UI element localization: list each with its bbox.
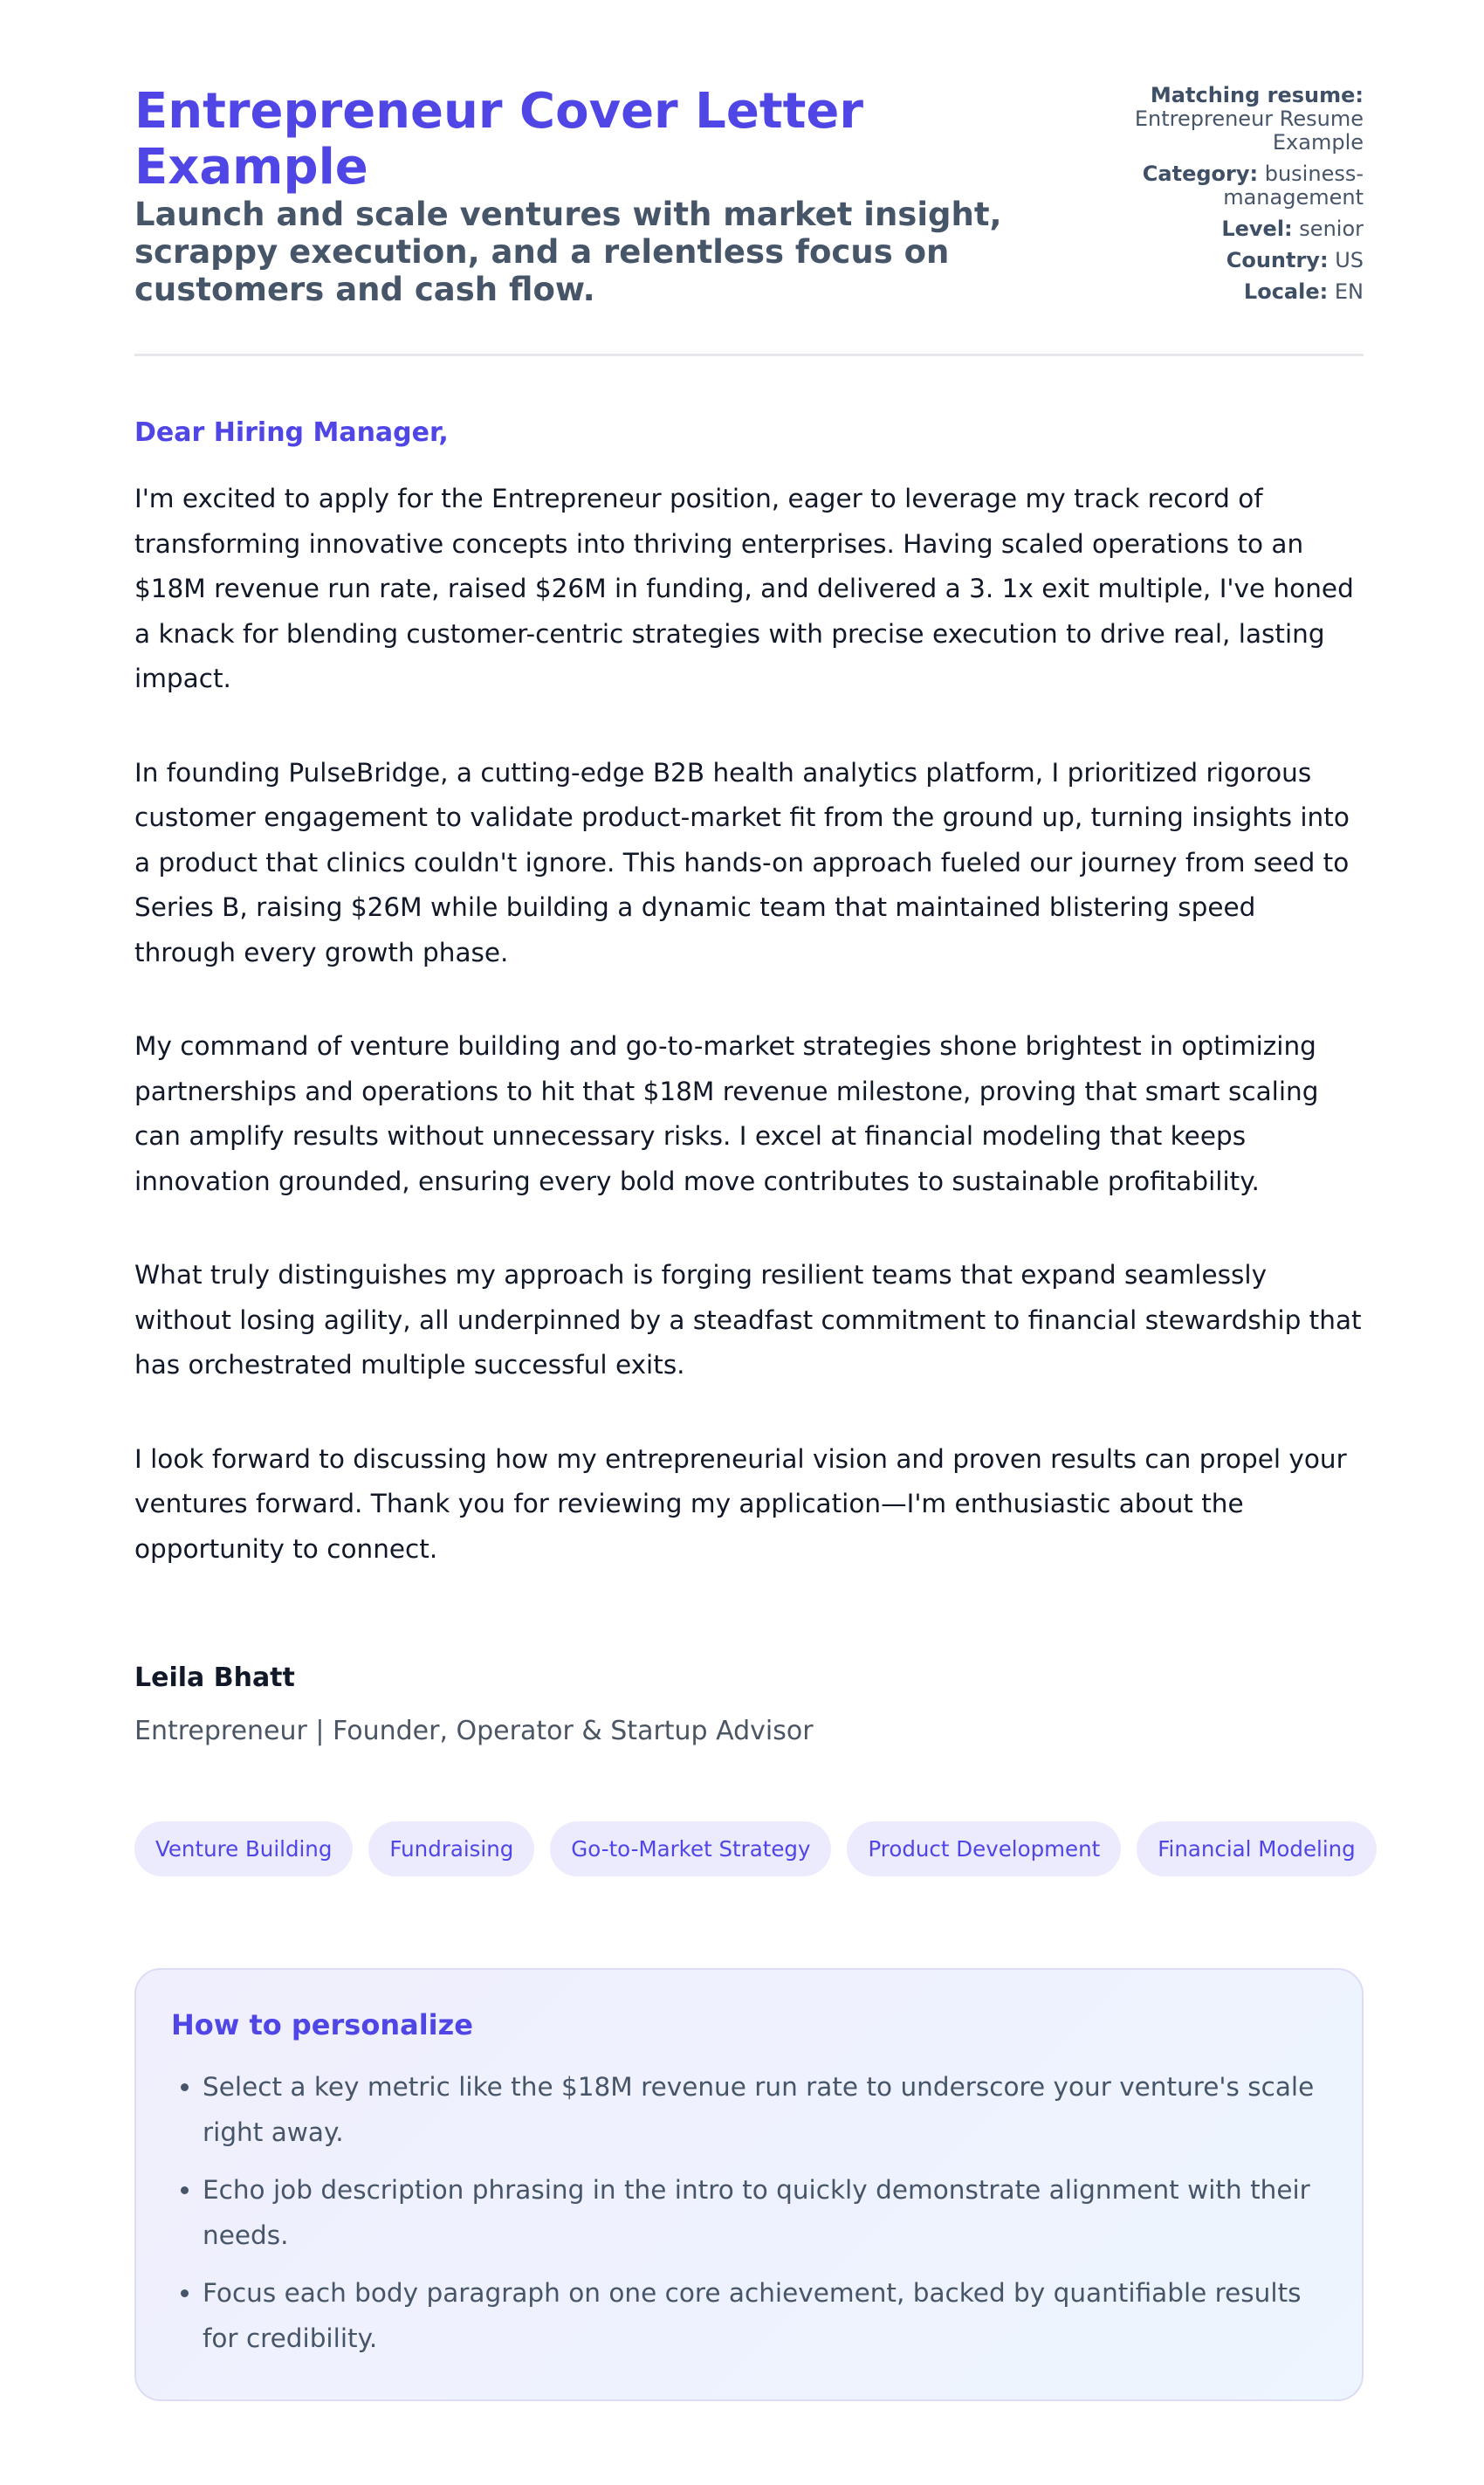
- meta-locale-label: Locale:: [1243, 279, 1329, 304]
- letter-paragraph: My command of venture building and go-to-market strategies shone brightest in optimizing partnerships and operations to hit that $18M revenue milestone, proving that smart scaling can amplify results without unnecessary risks. I excel at financial modeling that keeps innovation grounded, ensuring every bold move contributes to sustainable profitability.: [134, 1031, 1319, 1196]
- signature-block: [134, 1662, 1364, 1746]
- letter-paragraph: I'm excited to apply for the Entrepreneur position, eager to leverage my track record of transforming innovative concepts into thriving enterprises. Having scaled operations to an $18M revenue run rate, raised $26M in funding, and delivered a 3. 1x exit multiple, I've honed a knack for blending customer-centric strategies with precise execution to drive real, lasting impact.: [134, 484, 1354, 693]
- personalization-tips-box: [134, 1968, 1364, 2401]
- skill-tag: Financial Modeling: [1137, 1821, 1377, 1876]
- skill-tags: [134, 1821, 1364, 1876]
- meta-level-label: Level:: [1221, 217, 1293, 241]
- page-header: [134, 84, 1364, 356]
- meta-category: [1102, 162, 1364, 210]
- metadata-panel: [1102, 84, 1364, 312]
- meta-country-value: US: [1335, 248, 1364, 272]
- page-title: Entrepreneur Cover Letter Example: [134, 83, 863, 196]
- meta-country-label: Country:: [1226, 248, 1329, 272]
- letter-body: [134, 417, 1364, 1572]
- tip-item: • Focus each body paragraph on one core achievement, backed by quantifiable results for credibility.: [203, 2270, 1327, 2361]
- signature-name: Leila Bhatt: [134, 1662, 295, 1693]
- meta-locale: [1102, 280, 1364, 304]
- letter-paragraph: What truly distinguishes my approach is forging resilient teams that expand seamlessly without losing agility, all underpinned by a steadfast commitment to financial stewardship that has orchestrated multiple successful exits.: [134, 1260, 1362, 1380]
- skill-tag: Go-to-Market Strategy: [550, 1821, 831, 1876]
- tip-item: • Select a key metric like the $18M revenue run rate to underscore your venture's scale right away.: [203, 2064, 1327, 2155]
- header-titles: [134, 84, 1016, 308]
- meta-country: [1102, 249, 1364, 272]
- meta-matching-resume-label: Matching resume:: [1150, 83, 1364, 107]
- meta-locale-value: EN: [1334, 279, 1364, 304]
- letter-paragraph: In founding PulseBridge, a cutting-edge B2B health analytics platform, I prioritized rigorous customer engagement to validate product-market fit from the ground up, turning insights into a product that clinics couldn't ignore. This hands-on approach fueled our journey from seed to Series B, raising $26M while building a dynamic team that maintained blistering speed through every growth phase.: [134, 757, 1350, 967]
- skill-tag: Product Development: [847, 1821, 1121, 1876]
- signature-title: Entrepreneur | Founder, Operator & Startup Advisor: [134, 1716, 814, 1746]
- tip-item: • Echo job description phrasing in the intro to quickly demonstrate alignment with their needs.: [203, 2167, 1327, 2258]
- meta-level-value: senior: [1299, 217, 1364, 241]
- letter-paragraph: I look forward to discussing how my entrepreneurial vision and proven results can propel your ventures forward. Thank you for reviewing my application—I'm enthusiastic about the opportunity to connect.: [134, 1443, 1347, 1564]
- meta-matching-resume: [1102, 84, 1364, 155]
- skill-tag: Venture Building: [134, 1821, 353, 1876]
- letter-greeting: Dear Hiring Manager,: [134, 417, 449, 448]
- meta-category-value: business-management: [1223, 162, 1364, 210]
- tips-title: How to personalize: [171, 2008, 473, 2041]
- meta-matching-resume-value: Entrepreneur Resume Example: [1134, 107, 1364, 155]
- meta-category-label: Category:: [1142, 162, 1259, 186]
- tips-list: [171, 2064, 1327, 2361]
- page-subtitle: Launch and scale ventures with market insight, scrappy execution, and a relentless focus on customers and cash flow.: [134, 196, 1002, 308]
- skill-tag: Fundraising: [368, 1821, 534, 1876]
- meta-level: [1102, 217, 1364, 241]
